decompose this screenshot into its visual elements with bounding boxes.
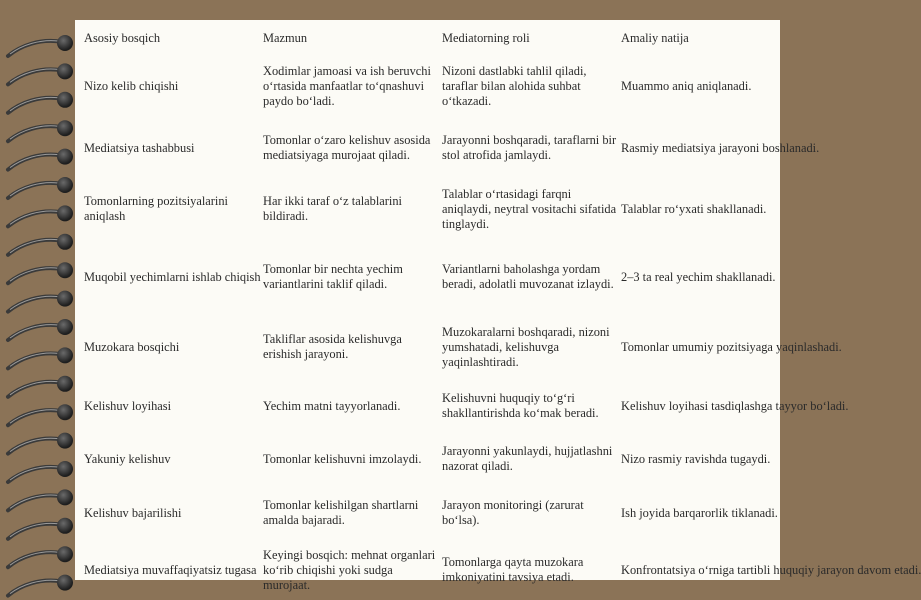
- header-mediator-role: Mediatorning roli: [442, 30, 530, 45]
- table-row: [84, 378, 790, 434]
- cell-mediator-role: Variantlarni baholashga yordam beradi, adolatli muvozanat izlaydi.: [442, 262, 614, 291]
- binding-hole: [57, 291, 73, 307]
- cell-content: Xodimlar jamoasi va ish beruvchi o‘rtasida manfaatlar to‘qnashuvi paydo bo‘ladi.: [263, 63, 431, 108]
- binding-hole: [57, 205, 73, 221]
- binding-hole: [57, 489, 73, 505]
- cell-stage: Muqobil yechimlarni ishlab chiqish: [84, 269, 261, 284]
- cell-stage: Yakuniy kelishuv: [84, 451, 171, 466]
- cell-practical-result: Rasmiy mediatsiya jarayoni boshlanadi.: [621, 140, 820, 155]
- cell-stage: Mediatsiya tashabbusi: [84, 140, 195, 155]
- table-row: [84, 56, 790, 116]
- table-header-row: [84, 20, 790, 56]
- cell-content: Tomonlar o‘zaro kelishuv asosida mediatsiyaga murojaat qiladi.: [263, 133, 431, 162]
- cell-content: Takliflar asosida kelishuvga erishish jarayoni.: [263, 332, 402, 361]
- binding-hole: [57, 433, 73, 449]
- cell-stage: Mediatsiya muvaffaqiyatsiz tugasa: [84, 562, 257, 577]
- cell-mediator-role: Nizoni dastlabki tahlil qiladi, taraflar bilan alohida suhbat o‘tkazadi.: [442, 63, 587, 108]
- spiral-ring: [8, 297, 62, 312]
- cell-content: Keyingi bosqich: mehnat organlari ko‘rib chiqishi yoki sudga murojaat.: [263, 547, 436, 592]
- spiral-ring: [8, 41, 62, 56]
- cell-mediator-role: Kelishuvni huquqiy to‘g‘ri shakllantirishda ko‘mak beradi.: [442, 391, 599, 420]
- cell-practical-result: Kelishuv loyihasi tasdiqlashga tayyor bo‘ladi.: [621, 398, 849, 413]
- cell-practical-result: Muammo aniq aniqlanadi.: [621, 78, 752, 93]
- spiral-binding: [0, 0, 80, 600]
- cell-stage: Kelishuv loyihasi: [84, 398, 172, 413]
- cell-practical-result: 2–3 ta real yechim shakllanadi.: [621, 269, 776, 284]
- spiral-ring: [8, 325, 62, 340]
- binding-hole: [57, 319, 73, 335]
- table-row: [84, 180, 790, 238]
- header-practical-result: Amaliy natija: [621, 30, 689, 45]
- spiral-ring: [8, 410, 62, 425]
- binding-hole: [57, 461, 73, 477]
- cell-stage: Muzokara bosqichi: [84, 339, 180, 354]
- spiral-ring: [8, 524, 62, 539]
- spiral-ring: [8, 439, 62, 454]
- cell-content: Tomonlar kelishilgan shartlarni amalda bajaradi.: [263, 498, 419, 527]
- cell-practical-result: Tomonlar umumiy pozitsiyaga yaqinlashadi.: [621, 339, 842, 354]
- spiral-ring: [8, 183, 62, 198]
- binding-hole: [57, 546, 73, 562]
- binding-hole: [57, 177, 73, 193]
- cell-mediator-role: Jarayonni boshqaradi, taraflarni bir stol atrofida jamlaydi.: [442, 133, 617, 162]
- binding-hole: [57, 376, 73, 392]
- cell-stage: Nizo kelib chiqishi: [84, 78, 179, 93]
- binding-hole: [57, 149, 73, 165]
- spiral-ring: [8, 98, 62, 113]
- table-row: [84, 484, 790, 542]
- mediation-stages-table: [84, 20, 921, 598]
- spiral-ring: [8, 69, 62, 84]
- cell-content: Yechim matni tayyorlanadi.: [263, 398, 401, 413]
- binding-hole: [57, 262, 73, 278]
- header-content: Mazmun: [263, 30, 308, 45]
- spiral-ring: [8, 382, 62, 397]
- cell-practical-result: Konfrontatsiya o‘rniga tartibli huquqiy jarayon davom etadi.: [621, 562, 921, 577]
- cell-practical-result: Nizo rasmiy ravishda tugaydi.: [621, 451, 771, 466]
- cell-mediator-role: Muzokaralarni boshqaradi, nizoni yumshatadi, kelishuvga yaqinlashtiradi.: [442, 324, 610, 369]
- spiral-ring: [8, 155, 62, 170]
- cell-mediator-role: Jarayon monitoringi (zarurat bo‘lsa).: [442, 498, 584, 527]
- binding-hole: [57, 120, 73, 136]
- spiral-ring: [8, 211, 62, 226]
- table-row: [84, 542, 790, 598]
- binding-hole: [57, 92, 73, 108]
- cell-stage: Tomonlarning pozitsiyalarini aniqlash: [84, 194, 229, 223]
- spiral-ring: [8, 353, 62, 368]
- cell-content: Har ikki taraf o‘z talablarini bildiradi.: [263, 194, 402, 223]
- table-row: [84, 434, 790, 484]
- spiral-ring: [8, 552, 62, 567]
- cell-content: Tomonlar kelishuvni imzolaydi.: [263, 451, 422, 466]
- binding-hole: [57, 35, 73, 51]
- cell-practical-result: Ish joyida barqarorlik tiklanadi.: [621, 505, 778, 520]
- spiral-ring: [8, 581, 62, 596]
- notebook-page: [75, 20, 921, 592]
- header-stage: Asosiy bosqich: [84, 30, 161, 45]
- spiral-ring: [8, 126, 62, 141]
- cell-mediator-role: Jarayonni yakunlaydi, hujjatlashni nazorat qiladi.: [442, 444, 613, 473]
- spiral-ring: [8, 467, 62, 482]
- table-row: [84, 316, 790, 378]
- binding-hole: [57, 575, 73, 591]
- spiral-ring: [8, 268, 62, 283]
- cell-stage: Kelishuv bajarilishi: [84, 505, 182, 520]
- binding-hole: [57, 234, 73, 250]
- spiral-ring: [8, 240, 62, 255]
- binding-hole: [57, 347, 73, 363]
- cell-mediator-role: Talablar o‘rtasidagi farqni aniqlaydi, neytral vositachi sifatida tinglaydi.: [442, 186, 617, 231]
- cell-practical-result: Talablar ro‘yxati shakllanadi.: [621, 201, 767, 216]
- table-row: [84, 238, 790, 316]
- binding-hole: [57, 63, 73, 79]
- spiral-ring: [8, 495, 62, 510]
- cell-content: Tomonlar bir nechta yechim variantlarini taklif qiladi.: [263, 262, 403, 291]
- binding-hole: [57, 404, 73, 420]
- cell-mediator-role: Tomonlarga qayta muzokara imkoniyatini tavsiya etadi.: [442, 555, 584, 584]
- table-row: [84, 116, 790, 180]
- binding-hole: [57, 518, 73, 534]
